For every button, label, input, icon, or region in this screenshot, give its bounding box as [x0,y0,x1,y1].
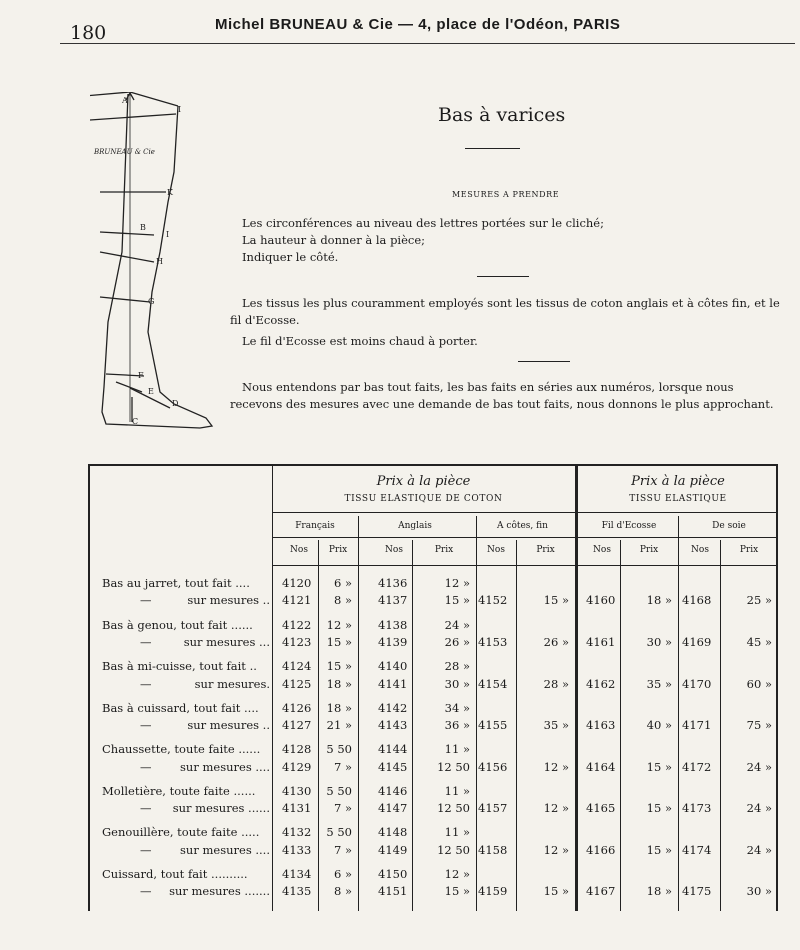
catalog-number: 4169 [682,635,712,649]
leg-letter-h: H [156,257,163,266]
catalog-number: 4148 [378,825,408,839]
material-separator-0 [358,516,359,911]
catalog-number: 4168 [682,593,712,607]
leg-letter-b: B [140,223,146,232]
catalog-number: 4145 [378,760,408,774]
price: 18 » [646,593,672,607]
catalog-number: 4129 [282,760,312,774]
price: 75 » [746,718,772,732]
row-label: Bas à mi-cuisse, tout fait .. [102,659,257,673]
catalog-number: 4152 [478,593,508,607]
ready-made-paragraph: Nous entendons par bas tout faits, les bas faits en séries aux numéros, lorsque nous recevons des mesures avec une demande de bas tout faits, nous donnons le plus approchant. [230,380,774,411]
column-header-no: Nos [593,545,611,555]
catalog-number: 4132 [282,825,312,839]
price: 45 » [746,635,772,649]
catalog-number: 4123 [282,635,312,649]
catalog-number: 4128 [282,742,312,756]
price: 7 » [333,760,352,774]
price: 15 » [326,659,352,673]
catalog-number: 4170 [682,677,712,691]
price: 25 » [746,593,772,607]
catalog-number: 4134 [282,867,312,881]
catalog-number: 4125 [282,677,312,691]
catalog-number: 4153 [478,635,508,649]
price: 5 50 [326,784,352,798]
catalog-number: 4173 [682,801,712,815]
price: 6 » [333,867,352,881]
leg-letter-a: A [122,96,128,105]
price: 12 50 [437,843,470,857]
table-rule-group [272,512,778,513]
catalog-number: 4126 [282,701,312,715]
price: 60 » [746,677,772,691]
table-rule-columns [272,565,778,566]
catalog-number: 4159 [478,884,508,898]
leg-letter-k: K [167,188,173,197]
price: 26 » [444,635,470,649]
price: 5 50 [326,742,352,756]
price: 15 » [543,884,569,898]
catalog-number: 4130 [282,784,312,798]
row-label: sur mesures .. [187,593,270,607]
catalog-number: 4127 [282,718,312,732]
catalog-number: 4120 [282,576,312,590]
column-header-no: Nos [487,545,505,555]
catalog-number: 4155 [478,718,508,732]
catalog-number: 4143 [378,718,408,732]
price: 15 » [444,884,470,898]
material-header-3: Fil d'Ecosse [601,521,657,531]
row-label: sur mesures ... [183,635,270,649]
group-title-elastic: Prix à la pièce [631,474,725,489]
column-header-price: Prix [434,545,454,555]
running-head: Michel BRUNEAU & Cie — 4, place de l'Odéon, PARIS [215,16,621,33]
row-label: sur mesures ...... [172,801,270,815]
column-header-price: Prix [328,545,348,555]
catalog-number: 4137 [378,593,408,607]
group-title-cotton: Prix à la pièce [376,474,471,489]
price: 8 » [333,884,352,898]
price: 28 » [543,677,569,691]
catalog-number: 4172 [682,760,712,774]
price: 30 » [746,884,772,898]
leg-letter-d: D [172,399,179,408]
catalog-number: 4164 [586,760,616,774]
price: 15 » [646,843,672,857]
catalog-number: 4162 [586,677,616,691]
row-label: Bas à genou, tout fait ...... [102,618,253,632]
price: 12 » [444,576,470,590]
column-header-no: Nos [290,545,308,555]
table-divider-label [272,466,273,911]
price: 11 » [444,784,470,798]
price: 24 » [746,760,772,774]
row-dash: — [140,884,152,898]
row-label: sur mesures. [194,677,270,691]
catalog-number: 4133 [282,843,312,857]
group-subtitle-cotton: TISSU ELASTIQUE DE COTON [344,494,503,504]
price: 12 » [543,760,569,774]
catalog-number: 4147 [378,801,408,815]
catalog-number: 4161 [586,635,616,649]
catalog-number: 4144 [378,742,408,756]
material-header-4: De soie [712,521,746,531]
leg-letter-i-top: I [178,105,182,114]
row-dash: — [140,760,152,774]
price: 12 50 [437,801,470,815]
leg-letter-e: E [148,387,154,396]
row-label: Bas à cuissard, tout fait .... [102,701,259,715]
separator-rule-1 [477,276,529,277]
price: 36 » [444,718,470,732]
material-header-2: A côtes, fin [497,521,548,531]
price: 34 » [444,701,470,715]
price: 30 » [646,635,672,649]
price: 7 » [333,801,352,815]
header-rule [60,43,795,44]
price: 12 » [543,843,569,857]
maker-mark: BRUNEAU & Cie [94,148,155,156]
row-dash: — [140,843,152,857]
row-dash: — [140,677,152,691]
row-label: sur mesures .... [180,760,270,774]
catalog-number: 4175 [682,884,712,898]
catalog-number: 4151 [378,884,408,898]
row-dash: — [140,635,152,649]
catalog-number: 4156 [478,760,508,774]
price: 7 » [333,843,352,857]
leg-letter-i: I [166,230,170,239]
catalog-number: 4131 [282,801,312,815]
price: 21 » [326,718,352,732]
row-label: Chaussette, toute faite ...... [102,742,261,756]
catalog-number: 4124 [282,659,312,673]
catalog-number: 4150 [378,867,408,881]
instruction-3: Indiquer le côté. [242,250,339,264]
leg-letter-g: G [148,297,155,306]
leg-letter-f: F [138,371,144,380]
catalog-number: 4138 [378,618,408,632]
group-subtitle-elastic: TISSU ELASTIQUE [629,494,727,504]
column-header-price: Prix [739,545,759,555]
price: 12 » [543,801,569,815]
price: 15 » [326,635,352,649]
title-rule [465,148,520,149]
row-label: Molletière, toute faite ...... [102,784,256,798]
price: 15 » [646,760,672,774]
catalog-number: 4154 [478,677,508,691]
article-title: Bas à varices [438,104,566,126]
column-header-price: Prix [639,545,659,555]
catalog-number: 4136 [378,576,408,590]
catalog-number: 4121 [282,593,312,607]
catalog-number: 4141 [378,677,408,691]
page-number: 180 [70,22,107,44]
price: 35 » [543,718,569,732]
price: 24 » [444,618,470,632]
catalog-number: 4167 [586,884,616,898]
catalog-number: 4142 [378,701,408,715]
measures-heading: MESURES A PRENDRE [452,190,560,199]
price: 5 50 [326,825,352,839]
table-divider-groups [575,466,578,911]
row-label: Genouillère, toute faite ..... [102,825,260,839]
column-header-no: Nos [385,545,403,555]
row-dash: — [140,593,152,607]
price: 12 50 [437,760,470,774]
material-header-0: Français [295,521,335,531]
material-separator-1 [476,516,477,911]
catalog-number: 4135 [282,884,312,898]
catalog-number: 4158 [478,843,508,857]
price: 26 » [543,635,569,649]
catalog-number: 4171 [682,718,712,732]
catalog-number: 4163 [586,718,616,732]
material-header-1: Anglais [398,521,432,531]
price: 40 » [646,718,672,732]
price: 15 » [646,801,672,815]
price: 30 » [444,677,470,691]
row-label: sur mesures .... [180,843,270,857]
price: 18 » [326,701,352,715]
price: 15 » [543,593,569,607]
price: 24 » [746,801,772,815]
table-rule-subheader [272,537,778,538]
row-label: Cuissard, tout fait .......... [102,867,248,881]
price: 12 » [444,867,470,881]
catalog-number: 4165 [586,801,616,815]
price: 35 » [646,677,672,691]
catalog-number: 4149 [378,843,408,857]
catalog-number: 4166 [586,843,616,857]
material-separator-2 [678,516,679,911]
column-header-price: Prix [536,545,555,555]
price: 11 » [444,742,470,756]
price: 12 » [326,618,352,632]
price: 6 » [333,576,352,590]
price: 18 » [326,677,352,691]
row-dash: — [140,801,152,815]
catalog-number: 4139 [378,635,408,649]
row-label: sur mesures ....... [169,884,270,898]
fabric-note: Le fil d'Ecosse est moins chaud à porter. [242,334,478,348]
instruction-2: La hauteur à donner à la pièce; [242,233,426,247]
row-label: Bas au jarret, tout fait .... [102,576,250,590]
instruction-1: Les circonférences au niveau des lettres portées sur le cliché; [242,216,604,230]
row-label: sur mesures .. [187,718,270,732]
separator-rule-2 [518,361,570,362]
catalog-number: 4160 [586,593,616,607]
catalog-number: 4140 [378,659,408,673]
price: 8 » [333,593,352,607]
price: 24 » [746,843,772,857]
column-header-no: Nos [691,545,709,555]
leg-measurement-illustration [90,92,220,437]
catalog-number: 4146 [378,784,408,798]
price: 28 » [444,659,470,673]
row-dash: — [140,718,152,732]
fabric-paragraph: Les tissus les plus couramment employés sont les tissus de coton anglais et à côtes fin, et le fil d'Ecosse. [230,296,780,327]
price: 11 » [444,825,470,839]
price: 15 » [444,593,470,607]
catalog-number: 4157 [478,801,508,815]
catalog-number: 4174 [682,843,712,857]
price: 18 » [646,884,672,898]
catalog-number: 4122 [282,618,312,632]
leg-letter-c: C [132,417,139,426]
